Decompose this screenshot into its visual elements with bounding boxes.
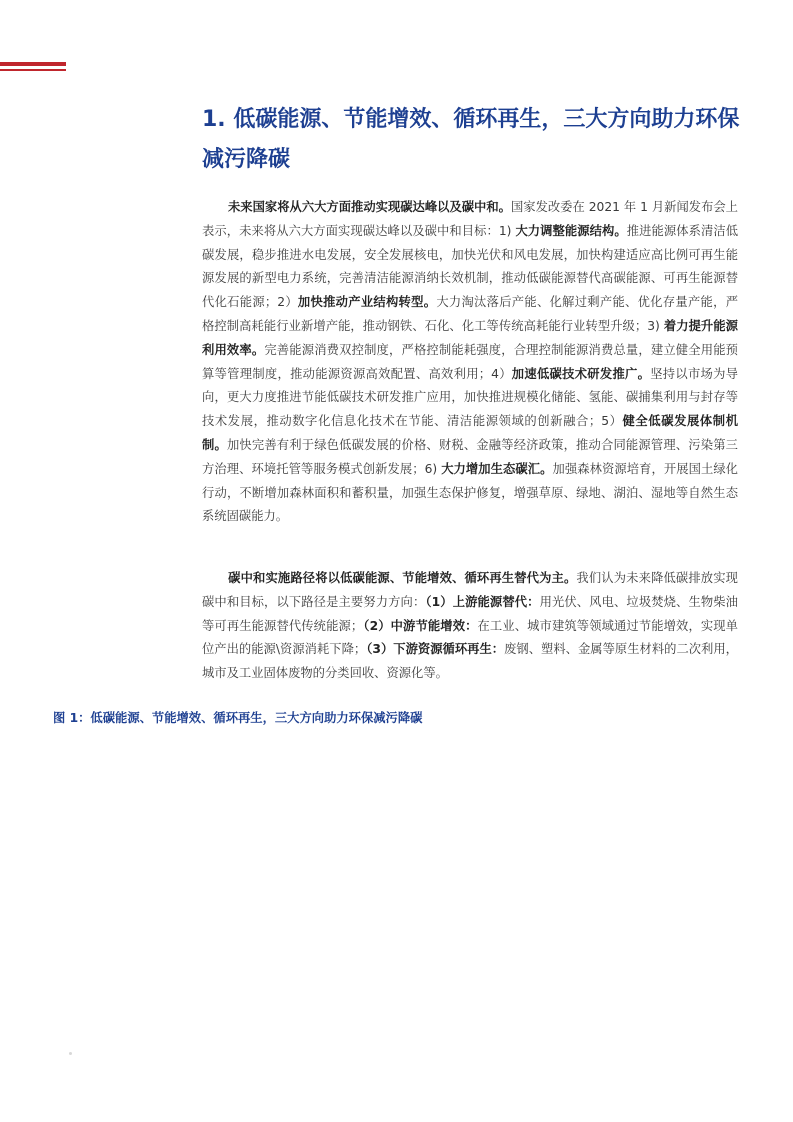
header-accent-line xyxy=(0,69,66,71)
para1-text-6: 加快完善有利于绿色低碳发展的价格、财税、金融等经济政策，推动合同能源管理、污染第三方治理、环境托管等服务模式创新发展；6) xyxy=(202,437,738,476)
page-marker-dot xyxy=(69,1052,72,1055)
para1-point-5: 健全低碳发展体制机制。 xyxy=(202,414,738,452)
para1-point-6: 大力增加生态碳汇。 xyxy=(441,461,553,476)
para1-lead: 未来国家将从六大方面推动实现碳达峰以及碳中和。 xyxy=(228,200,511,214)
para2-lead: 碳中和实施路径将以低碳能源、节能增效、循环再生替代为主。 xyxy=(228,571,577,585)
para1-text-1: 国家发改委在 2021 年 1 月新闻发布会上表示，未来将从六大方面实现碳达峰以及碳中和目标：1) xyxy=(202,200,738,238)
header-accent-bar xyxy=(0,62,66,66)
para1-text-4: 完善能源消费双控制度，严格控制能耗强度，合理控制能源消费总量，建立健全用能预算等管理制度，推动能源资源高效配置、高效利用；4） xyxy=(202,342,738,381)
para2-text-2: 用光伏、风电、垃圾焚烧、生物柴油等可再生能源替代传统能源； xyxy=(202,594,738,633)
para2-point-2: （2）中游节能增效： xyxy=(363,618,478,633)
para2-text-4: 废钢、塑料、金属等原生材料的二次利用，城市及工业固体废物的分类回收、资源化等。 xyxy=(202,642,738,681)
para2-text-3: 在工业、城市建筑等领域通过节能增效，实现单位产出的能源\资源消耗下降； xyxy=(202,618,738,657)
para2-point-3: （3）下游资源循环再生： xyxy=(366,642,505,657)
para1-text-3: 大力淘汰落后产能、化解过剩产能、优化存量产能，严格控制高耗能行业新增产能，推动钢铁、石化、化工等传统高耗能行业转型升级；3) xyxy=(202,295,738,333)
paragraph-six-aspects xyxy=(202,196,738,529)
para1-point-3: 着力提升能源利用效率。 xyxy=(202,318,738,357)
para1-point-2: 加快推动产业结构转型。 xyxy=(297,295,437,310)
para1-text-5: 坚持以市场为导向，更大力度推进节能低碳技术研发推广应用，加快推进规模化储能、氢能、碳捕集利用与封存等技术发展，推动数字化信息化技术在节能、清洁能源领域的创新融合；5） xyxy=(202,366,738,429)
para1-text-7: 加强森林资源培育，开展国土绿化行动，不断增加森林面积和蓄积量，加强生态保护修复，增强草原、绿地、湖泊、湿地等自然生态系统固碳能力。 xyxy=(202,461,738,524)
figure-caption: 图 1：低碳能源、节能增效、循环再生，三大方向助力环保减污降碳 xyxy=(53,711,423,725)
para1-text-2: 推进能源体系清洁低碳发展，稳步推进水电发展，安全发展核电，加快光伏和风电发展，加快构建适应高比例可再生能源发展的新型电力系统，完善清洁能源消纳长效机制，推动低碳能源替代高碳能源、可再生能源替代化石能源；2） xyxy=(202,223,738,310)
para1-point-1: 大力调整能源结构。 xyxy=(515,223,627,238)
section-heading: 1. 低碳能源、节能增效、循环再生，三大方向助力环保减污降碳 xyxy=(202,107,740,172)
para2-text-1: 我们认为未来降低碳排放实现碳中和目标，以下路径是主要努力方向： xyxy=(202,571,738,609)
para2-point-1: （1）上游能源替代： xyxy=(425,594,540,609)
para1-point-4: 加速低碳技术研发推广。 xyxy=(511,366,651,381)
paragraph-implementation-path xyxy=(202,567,738,686)
